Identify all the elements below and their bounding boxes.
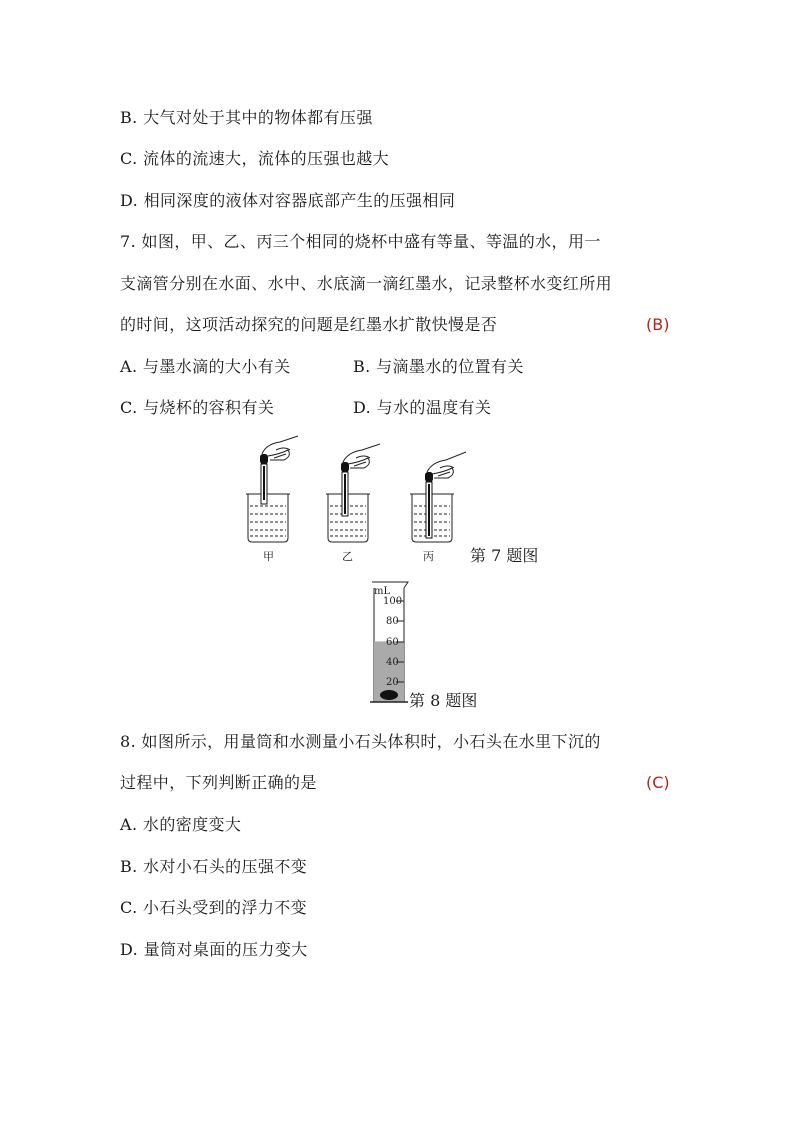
dropper-jia (260, 454, 268, 504)
q6-option-b: B. 大气对处于其中的物体都有压强 (120, 108, 373, 127)
tick-label-20: 20 (386, 677, 399, 688)
q6-option-d: D. 相同深度的液体对容器底部产生的压强相同 (120, 191, 456, 210)
q6-option-c: C. 流体的流速大，流体的压强也越大 (120, 149, 390, 168)
hand-yi (343, 444, 380, 468)
q7-option-c: C. 与烧杯的容积有关 (120, 398, 275, 417)
q7-stem-line3: 的时间，这项活动探究的问题是红墨水扩散快慢是否 (120, 315, 498, 334)
q8-stem-line1: 8. 如图所示，用量筒和水测量小石头体积时，小石头在水里下沉的 (120, 732, 601, 751)
tick-label-100: 100 (383, 596, 403, 607)
tick-label-80: 80 (386, 616, 399, 627)
hand-bing (427, 452, 466, 478)
q8-answer: (C) (646, 773, 670, 792)
q7-option-d: D. 与水的温度有关 (353, 398, 492, 417)
q8-option-c: C. 小石头受到的浮力不变 (120, 898, 308, 917)
beaker-label-jia: 甲 (263, 550, 274, 563)
dropper-bing (425, 472, 433, 538)
q7-option-b: B. 与滴墨水的位置有关 (353, 357, 524, 376)
beaker-label-bing: 丙 (423, 550, 434, 563)
q8-figure-caption: 第 8 题图 (409, 691, 478, 710)
cylinder-unit: mL (374, 586, 391, 597)
q8-option-b: B. 水对小石头的压强不变 (120, 857, 308, 876)
beaker-jia (246, 494, 290, 542)
tick-label-40: 40 (386, 657, 399, 668)
q7-figure-caption: 第 7 题图 (470, 546, 539, 565)
q7-stem-line2: 支滴管分别在水面、水中、水底滴一滴红墨水，记录整杯水变红所用 (120, 274, 613, 293)
dropper-yi (341, 462, 349, 516)
stone (380, 690, 398, 700)
q7-stem-line1: 7. 如图，甲、乙、丙三个相同的烧杯中盛有等量、等温的水，用一 (120, 232, 601, 251)
beaker-label-yi: 乙 (342, 550, 353, 563)
q8-stem-line2: 过程中，下列判断正确的是 (120, 773, 317, 792)
q8-option-a: A. 水的密度变大 (120, 815, 242, 834)
q7-option-a: A. 与墨水滴的大小有关 (120, 357, 291, 376)
tick-label-60: 60 (386, 637, 399, 648)
q8-option-d: D. 量筒对桌面的压力变大 (120, 940, 308, 959)
q7-figure (240, 432, 500, 542)
q7-answer: (B) (646, 315, 670, 334)
